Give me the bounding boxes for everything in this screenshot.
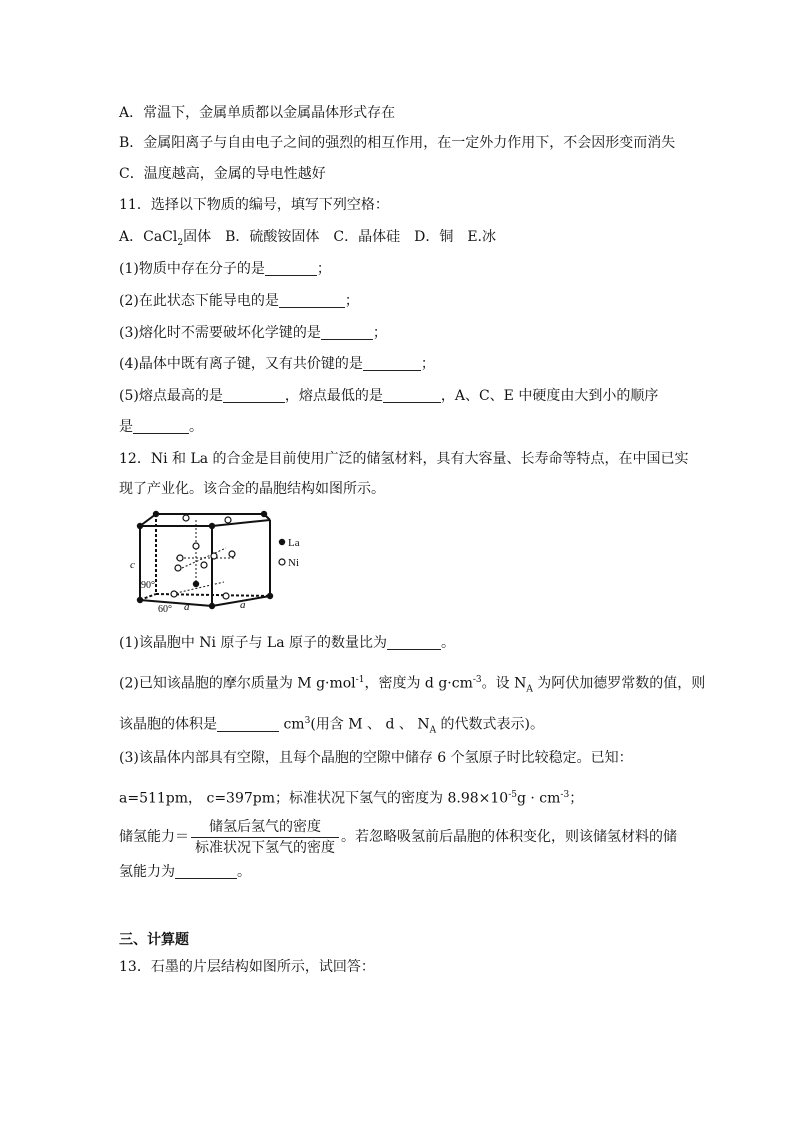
answer-blank[interactable] (279, 293, 345, 308)
ratio-fraction: $\frac{\text{储氢后氢气的密度}}{\text{标准状况下氢气的密度}}$ (191, 818, 339, 857)
answer-blank[interactable] (217, 717, 279, 732)
q12-part-3: (3)该晶体内部具有空隙，且每个晶胞的空隙中储存 6 个氢原子时比较稳定。已知： (119, 750, 633, 766)
q11-part-5: (5)熔点最高的是 ，熔点最低的是 ，A、C、E 中硬度由大到小的顺序 (119, 388, 659, 404)
q11-options: A．CaCl$_2$固体 B．硫酸铵固体 C．晶体硅 D．铜 E.冰 (119, 229, 496, 248)
q11-part-2: (2)在此状态下能导电的是 ； (119, 293, 359, 309)
answer-blank[interactable] (175, 864, 237, 879)
q11-part-1: (1)物质中存在分子的是 ； (119, 261, 331, 277)
answer-blank[interactable] (387, 635, 441, 650)
edge-a-label-1: a (184, 601, 190, 613)
q10-option-c: C．温度越高，金属的导电性越好 (119, 166, 326, 182)
q12-part-3-ratio: 储氢能力＝ $\frac{\text{储氢后氢气的密度}}{\text{标准状况下氢气的密度}}$ 。若忽略吸氢前后晶胞的体积变化，则该储氢材料的储 (119, 818, 677, 856)
edge-a-label-2: a (240, 599, 246, 611)
angle-60-label: 60° (158, 604, 172, 614)
answer-blank[interactable] (133, 419, 189, 434)
q11-part-3: (3)熔化时不需要破坏化学键的是 ； (119, 325, 387, 341)
q12-part-3-given: a=511pm， c=397pm；标准状况下氢气的密度为 $8.98\times 10^{-5}g \cdot cm^{-3}$； (119, 790, 584, 807)
q10-option-a: A．常温下，金属单质都以金属晶体形式存在 (119, 105, 396, 121)
edge-c-label: c (130, 559, 135, 571)
legend-ni-label: Ni (288, 557, 299, 569)
q13-stem: 13．石墨的片层结构如图所示，试回答： (119, 959, 375, 975)
q12-part-1: (1)该晶胞中 Ni 原子与 La 原子的数量比为 。 (119, 635, 456, 651)
crystal-cell-figure (128, 510, 308, 614)
q11-part-4: (4)晶体中既有离子键，又有共价键的是 ； (119, 356, 435, 372)
q12-stem-line-2: 现了产业化。该合金的晶胞结构如图所示。 (119, 481, 385, 497)
angle-90-label: 90° (141, 580, 155, 591)
legend-la-label: La (288, 537, 300, 549)
q12-part-2: (2)已知该晶胞的摩尔质量为 M g·mol$^{-1}$，密度为 d $g\cdot cm^{-3}$。设 $N_A$ 为阿伏加德罗常数的值，则 (119, 675, 706, 695)
section-heading-calculation: 三、计算题 (119, 932, 189, 948)
answer-blank[interactable] (265, 261, 317, 276)
answer-blank[interactable] (383, 388, 441, 403)
q12-part-2-cont: 该晶胞的体积是 $cm^3$(用含 M 、 d 、 $N_A$ 的代数式表示)。 (119, 716, 544, 736)
q11-part-5-cont: 是 。 (119, 419, 203, 435)
q11-stem: 11．选择以下物质的编号，填写下列空格： (119, 197, 389, 213)
q12-stem-line-1: 12．Ni 和 La 的合金是目前使用广泛的储氢材料，具有大容量、长寿命等特点，在中国已实 (119, 451, 689, 467)
answer-blank[interactable] (321, 325, 373, 340)
q10-option-b: B．金属阳离子与自由电子之间的强烈的相互作用，在一定外力作用下，不会因形变而消失 (119, 135, 676, 151)
answer-blank[interactable] (223, 388, 285, 403)
answer-blank[interactable] (363, 356, 421, 371)
q12-part-3-cont: 氢能力为 。 (119, 864, 251, 880)
